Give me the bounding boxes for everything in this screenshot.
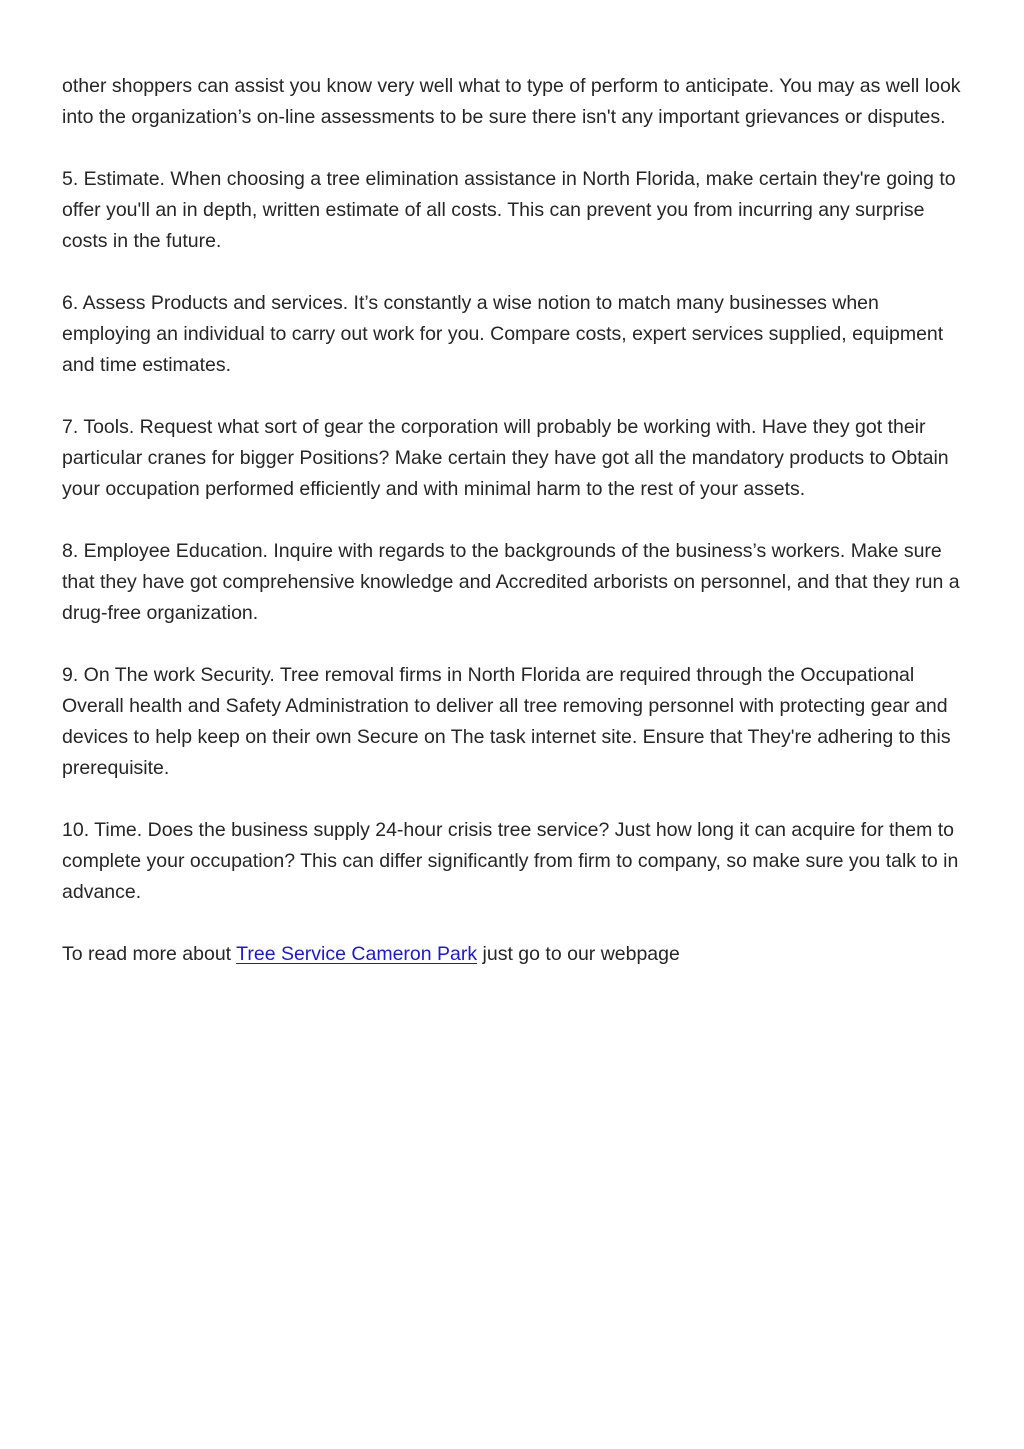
paragraph-time: 10. Time. Does the business supply 24-hour crisis tree service? Just how long it can acquire for them to complete your occupation? This can differ significantly from firm to company, so make sure you talk to in advance. [62, 819, 959, 903]
closing-paragraph [62, 939, 972, 970]
document-body [62, 71, 972, 1001]
paragraph-tools: 7. Tools. Request what sort of gear the corporation will probably be working with. Have they got their particular cranes for bigger Positions? Make certain they have got all the mandatory products to Obtain your occupation performed efficiently and with minimal harm to the rest of your assets. [62, 416, 949, 500]
paragraph-assess-products: 6. Assess Products and services. It’s constantly a wise notion to match many businesses when employing an individual to carry out work for you. Compare costs, expert services supplied, equipment and time estimates. [62, 292, 944, 376]
tree-service-link[interactable]: Tree Service Cameron Park [236, 943, 478, 965]
paragraph-employee-education: 8. Employee Education. Inquire with regards to the backgrounds of the business’s workers. Make sure that they have got comprehensive knowledge and Accredited arborists on personnel, and that they run a drug-free organization. [62, 540, 960, 624]
closing-suffix: just go to our webpage [477, 943, 680, 965]
paragraph-estimate: 5. Estimate. When choosing a tree elimination assistance in North Florida, make certain they're going to offer you'll an in depth, written estimate of all costs. This can prevent you from incurring any surprise costs in the future. [62, 168, 956, 252]
closing-prefix: To read more about [62, 943, 237, 965]
paragraph-work-security: 9. On The work Security. Tree removal firms in North Florida are required through the Occupational Overall health and Safety Administration to deliver all tree removing personnel with protecting gear and devices to help keep on their own Secure on The task internet site. Ensure that They're adhering to this prerequisite. [62, 664, 951, 779]
paragraph-intro-continued: other shoppers can assist you know very well what to type of perform to anticipate. You may as well look into the organization’s on-line assessments to be sure there isn't any important grievances or disputes. [62, 75, 961, 128]
